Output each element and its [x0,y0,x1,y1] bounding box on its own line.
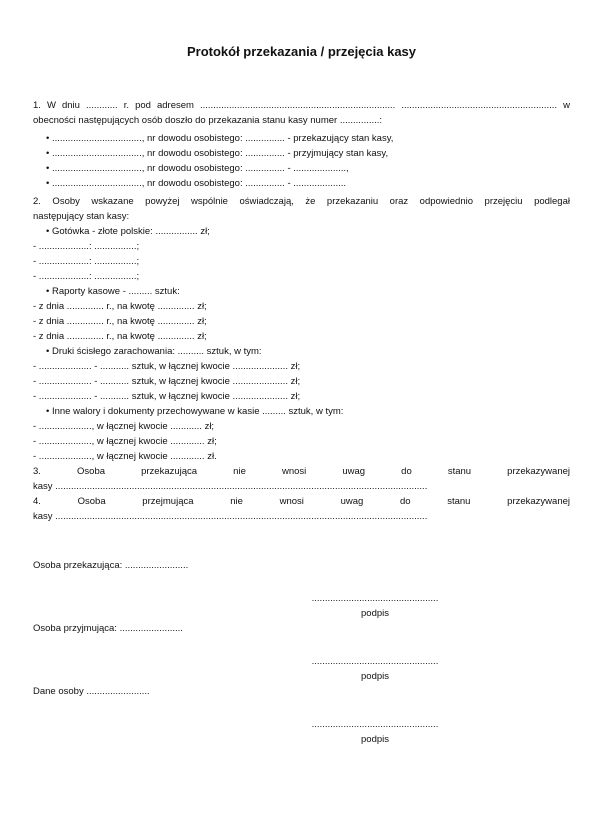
line-cash-bullet: • Gotówka - złote polskie: ................ zł; [46,226,210,237]
line-other-item-3: - ...................., w łącznej kwocie ............. zł. [33,451,217,462]
receiver-signature-caption: podpis [361,671,389,682]
transferor-name-label: Osoba przekazująca: ........................ [33,560,189,571]
line-forms-bullet: • Druki ścisłego zarachowania: .......... sztuk, w tym: [46,346,262,357]
line-remark-transferor: 3. Osoba przekazująca nie wnosi uwag do stanu przekazywanej [33,466,570,477]
line-remark-receiver-cont: kasy ............................................................................................................................................. [33,511,428,522]
transferor-signature-line: ................................................ [311,593,439,604]
line-presence: obecności następujących osób doszło do przekazania stanu kasy numer ...............: [33,115,383,126]
line-form-item-2: - .................... - ........... sztuk, w łącznej kwocie ..................... zł; [33,376,301,387]
line-report-item-2: - z dnia .............. r., na kwotę .............. zł; [33,316,207,327]
receiver-name-label: Osoba przyjmująca: ........................ [33,623,183,634]
line-report-item-3: - z dnia .............. r., na kwotę .............. zł; [33,331,207,342]
line-person-4: • .................................., nr dowodu osobistego: ............... - .................... [46,178,347,189]
line-other-item-2: - ...................., w łącznej kwocie ............. zł; [33,436,217,447]
line-person-1: • .................................., nr dowodu osobistego: ............... - przekazujący stan kasy, [46,133,394,144]
line-form-item-1: - .................... - ........... sztuk, w łącznej kwocie ..................... zł; [33,361,301,372]
person-data-signature-block [305,717,445,747]
line-form-item-3: - .................... - ........... sztuk, w łącznej kwocie ..................... zł; [33,391,301,402]
line-other-item-1: - ...................., w łącznej kwocie ............ zł; [33,421,215,432]
receiver-signature-line: ................................................ [311,656,439,667]
person-data-signature-caption: podpis [361,734,389,745]
person-data-signature-line: ................................................ [311,719,439,730]
line-declaration: 2. Osoby wskazane powyżej wspólnie oświadczają, że przekazaniu oraz odpowiednio przejęciu podlegał [33,196,570,207]
line-declaration-cont: następujący stan kasy: [33,211,130,222]
person-data-label: Dane osoby ........................ [33,686,150,697]
line-cash-item-2: - ...................: ................; [33,256,140,267]
line-cash-item-1: - ...................: ................; [33,241,140,252]
line-remark-transferor-cont: kasy ............................................................................................................................................. [33,481,428,492]
line-other-bullet: • Inne walory i dokumenty przechowywane w kasie ......... sztuk, w tym: [46,406,344,417]
line-cash-item-3: - ...................: ................; [33,271,140,282]
transferor-signature-block [305,591,445,621]
receiver-signature-block [305,654,445,684]
line-reports-bullet: • Raporty kasowe - ......... sztuk: [46,286,180,297]
line-person-3: • .................................., nr dowodu osobistego: ............... - ...................., [46,163,349,174]
line-person-2: • .................................., nr dowodu osobistego: ............... - przyjmujący stan kasy, [46,148,389,159]
transferor-signature-caption: podpis [361,608,389,619]
document-title: Protokół przekazania / przejęcia kasy [186,44,417,59]
line-remark-receiver: 4. Osoba przejmująca nie wnosi uwag do stanu przekazywanej [33,496,570,507]
line-date-address: 1. W dniu ............ r. pod adresem .......................................................................... ........................................................... w [33,100,570,111]
line-report-item-1: - z dnia .............. r., na kwotę .............. zł; [33,301,207,312]
